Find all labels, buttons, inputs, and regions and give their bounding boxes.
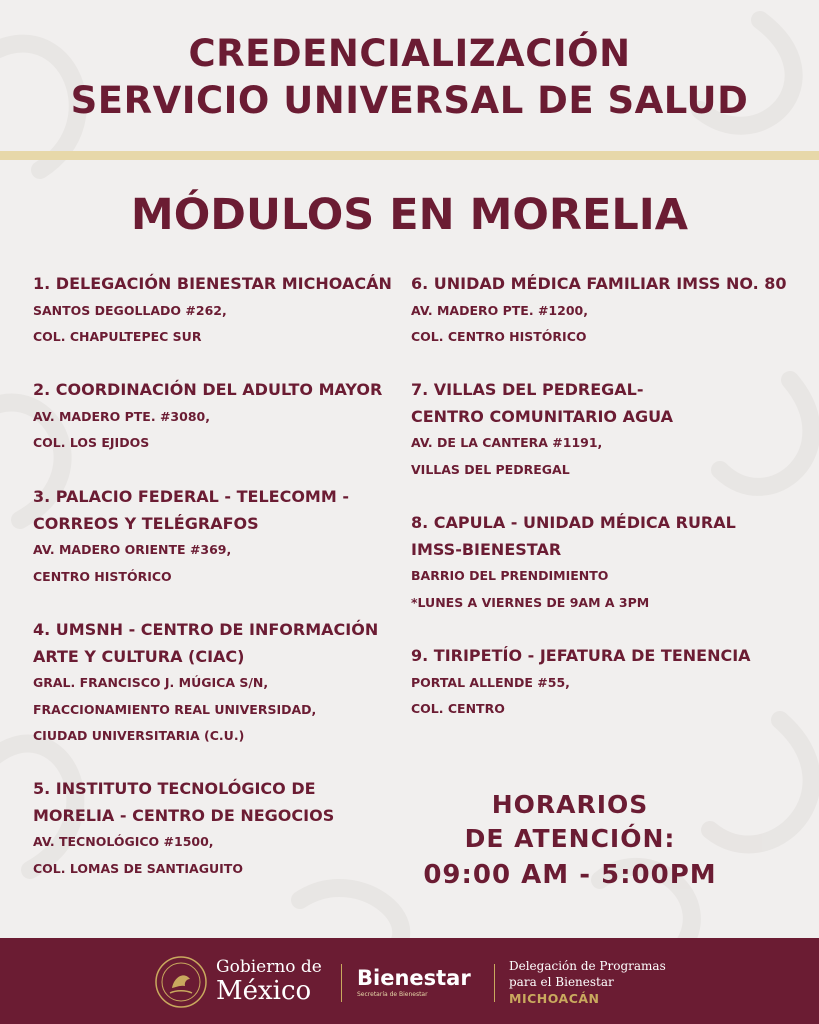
hours-label-1: HORARIOS [491,790,649,819]
delegacion-line-1: Delegación de Programas [509,959,666,973]
mexico-text: México [216,976,312,1006]
module-name: 6. UNIDAD MÉDICA FAMILIAR IMSS NO. 80 [411,274,787,293]
delegacion-line-2: para el Bienestar [509,975,614,989]
module-9 [411,643,751,723]
module-name: CENTRO COMUNITARIO AGUA [411,406,673,426]
module-address: COL. CENTRO HISTÓRICO [411,329,587,344]
module-name: ARTE Y CULTURA (CIAC) [33,646,245,666]
module-name: 5. INSTITUTO TECNOLÓGICO DE [33,779,316,798]
module-address: VILLAS DEL PEDREGAL [411,461,570,477]
module-2 [33,377,382,457]
module-name: IMSS-BIENESTAR [411,539,562,559]
module-address: CENTRO HISTÓRICO [33,568,172,584]
module-8 [411,510,736,616]
module-1 [33,271,392,351]
module-name: 3. PALACIO FEDERAL - TELECOMM - [33,487,349,506]
module-address: AV. MADERO PTE. #3080, [33,408,210,424]
module-name: 7. VILLAS DEL PEDREGAL- [411,380,644,399]
gobierno-de-mexico-logo [216,957,322,1005]
module-name: 9. TIRIPETÍO - JEFATURA DE TENENCIA [411,646,751,665]
module-5 [33,776,334,882]
hours-label-2: DE ATENCIÓN: [464,824,676,853]
delegacion-line-3: MICHOACÁN [509,991,600,1006]
hours-time: 09:00 AM - 5:00PM [423,860,717,890]
title-line-1: CREDENCIALIZACIÓN [188,32,631,75]
bienestar-subtext: Secretaría de Bienestar [357,991,428,998]
module-address: BARRIO DEL PRENDIMIENTO [411,568,609,583]
footer [0,938,819,1024]
module-4 [33,617,378,750]
footer-divider [494,964,495,1002]
module-address: FRACCIONAMIENTO REAL UNIVERSIDAD, [33,701,317,717]
module-name: 4. UMSNH - CENTRO DE INFORMACIÓN [33,620,379,639]
bienestar-text: Bienestar [357,966,471,990]
module-7 [411,377,673,483]
delegacion-logo [509,958,666,1007]
header [0,30,819,124]
gobierno-text: Gobierno de [216,957,322,977]
gold-divider [0,151,819,160]
module-name: MORELIA - CENTRO DE NEGOCIOS [33,805,335,825]
module-name: CORREOS Y TELÉGRAFOS [33,513,259,533]
bienestar-logo [357,966,471,999]
footer-divider [341,964,342,1002]
module-address: *LUNES A VIERNES DE 9AM A 3PM [411,594,650,610]
title-line-2: SERVICIO UNIVERSAL DE SALUD [70,79,749,122]
module-name: 8. CAPULA - UNIDAD MÉDICA RURAL [411,513,736,532]
service-hours [420,788,720,894]
module-address: AV. DE LA CANTERA #1191, [411,435,603,450]
national-seal-icon [154,955,208,1009]
module-address: PORTAL ALLENDE #55, [411,674,570,690]
module-6 [411,271,787,351]
module-name: 1. DELEGACIÓN BIENESTAR MICHOACÁN [33,274,392,293]
module-name: 2. COORDINACIÓN DEL ADULTO MAYOR [33,380,383,399]
module-3 [33,484,349,590]
module-address: SANTOS DEGOLLADO #262, [33,302,227,318]
module-address: COL. LOS EJIDOS [33,435,150,450]
module-address: CIUDAD UNIVERSITARIA (C.U.) [33,728,245,743]
page-subtitle: MÓDULOS EN MORELIA [130,190,689,240]
module-address: GRAL. FRANCISCO J. MÚGICA S/N, [33,675,269,690]
module-address: COL. LOMAS DE SANTIAGUITO [33,860,243,876]
module-address: COL. CHAPULTEPEC SUR [33,329,202,344]
module-address: AV. MADERO ORIENTE #369, [33,542,232,557]
module-address: AV. TECNOLÓGICO #1500, [33,834,214,849]
module-address: AV. MADERO PTE. #1200, [411,302,588,318]
module-address: COL. CENTRO [411,701,505,716]
